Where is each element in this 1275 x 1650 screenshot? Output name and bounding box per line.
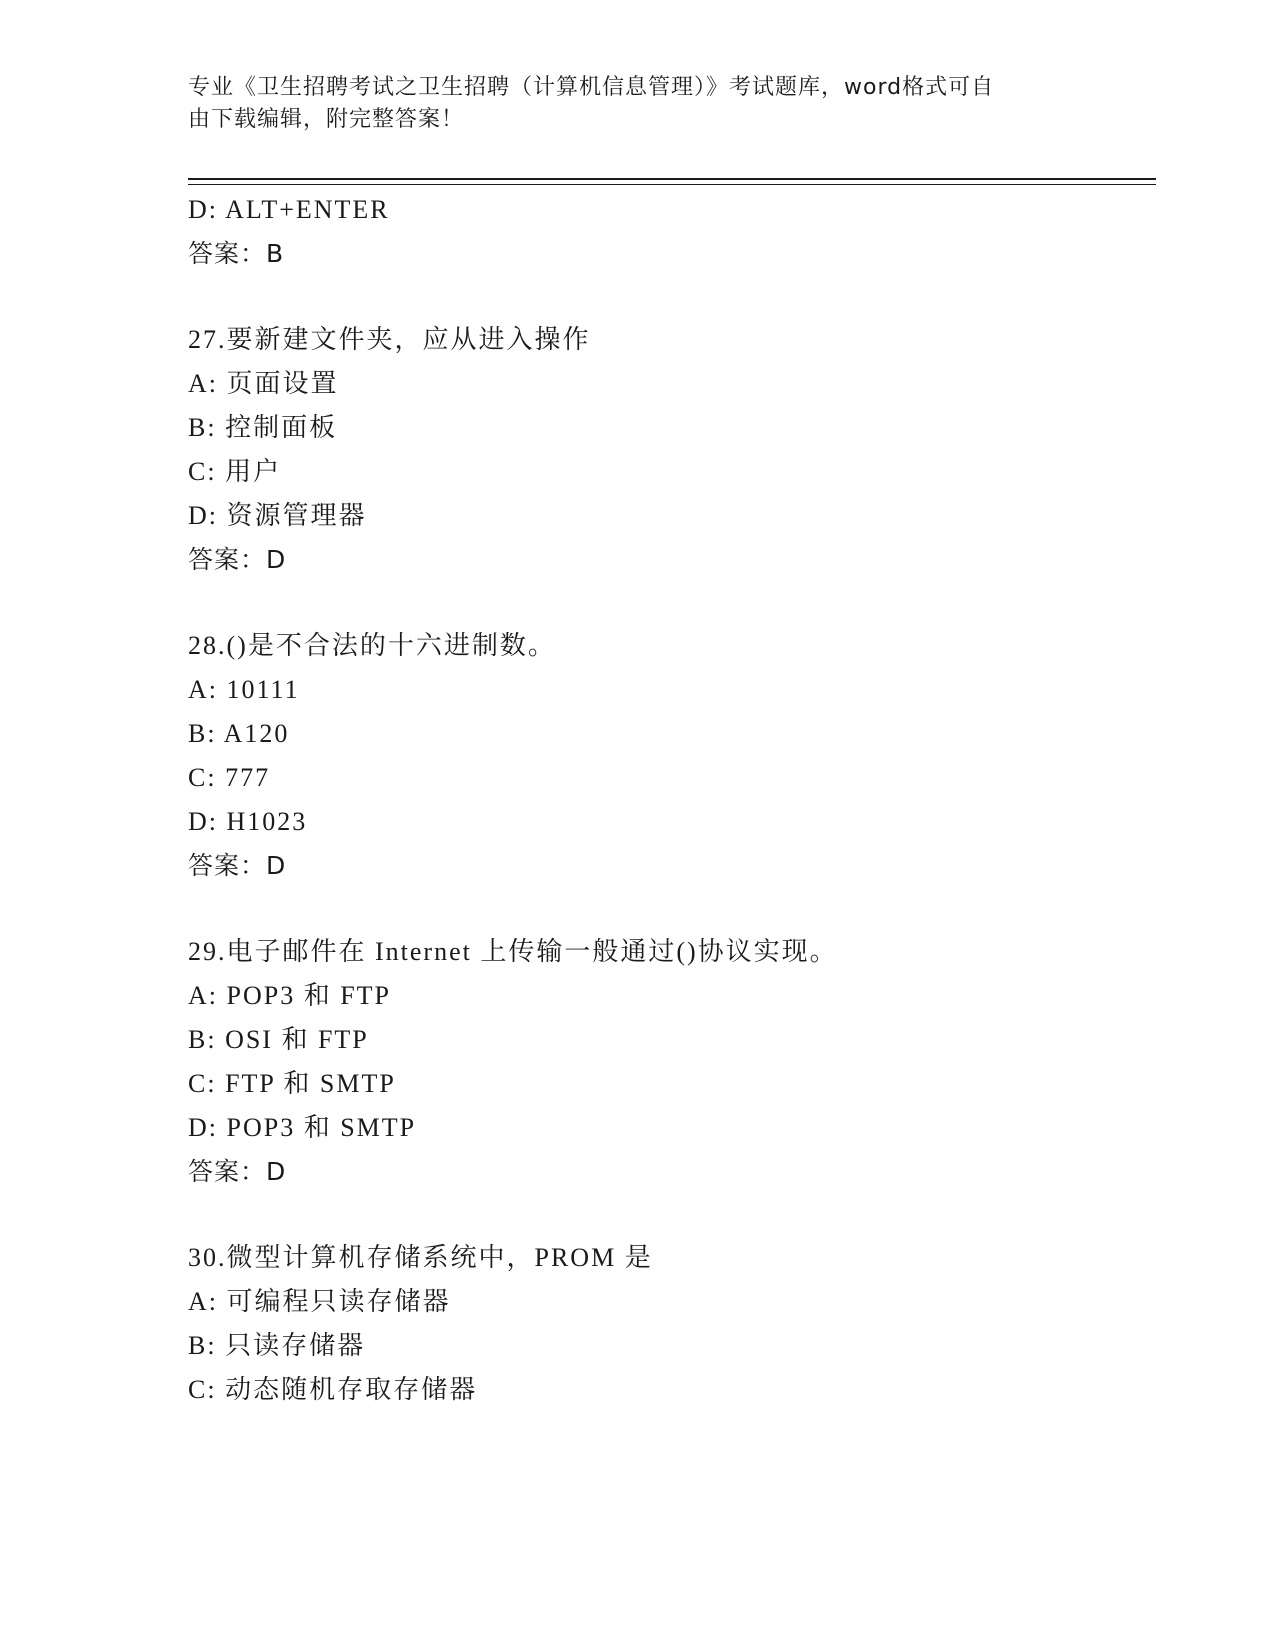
option-d: D: ALT+ENTER — [188, 195, 390, 224]
question-stem: 29.电子邮件在 Internet 上传输一般通过()协议实现。 — [188, 937, 838, 966]
question-stem: 30.微型计算机存储系统中，PROM 是 — [188, 1243, 653, 1272]
option-b: B: OSI 和 FTP — [188, 1025, 369, 1054]
answer-line: 答案：D — [188, 1157, 287, 1186]
option-b: B: 只读存储器 — [188, 1331, 366, 1360]
question-stem: 28.()是不合法的十六进制数。 — [188, 631, 556, 660]
header-line-2: 由下载编辑，附完整答案！ — [188, 107, 465, 132]
question-stem: 27.要新建文件夹，应从进入操作 — [188, 325, 591, 354]
answer-line: 答案：B — [188, 239, 285, 268]
option-a: A: 可编程只读存储器 — [188, 1287, 451, 1316]
option-c: C: FTP 和 SMTP — [188, 1069, 396, 1098]
option-d: D: H1023 — [188, 807, 308, 836]
answer-line: 答案：D — [188, 545, 287, 574]
option-d: D: POP3 和 SMTP — [188, 1113, 417, 1142]
document-header — [188, 72, 1088, 136]
answer-line: 答案：D — [188, 851, 287, 880]
header-line-1: 专业《卫生招聘考试之卫生招聘（计算机信息管理）》考试题库，word格式可自 — [188, 75, 995, 100]
option-d: D: 资源管理器 — [188, 501, 367, 530]
header-divider-thick — [188, 178, 1156, 180]
option-c: C: 用户 — [188, 457, 282, 486]
option-a: A: 10111 — [188, 675, 300, 704]
option-b: B: 控制面板 — [188, 413, 338, 442]
option-a: A: POP3 和 FTP — [188, 981, 391, 1010]
option-c: C: 777 — [188, 763, 271, 792]
option-a: A: 页面设置 — [188, 369, 339, 398]
header-divider-thin — [188, 184, 1156, 185]
option-c: C: 动态随机存取存储器 — [188, 1375, 478, 1404]
option-b: B: A120 — [188, 719, 290, 748]
